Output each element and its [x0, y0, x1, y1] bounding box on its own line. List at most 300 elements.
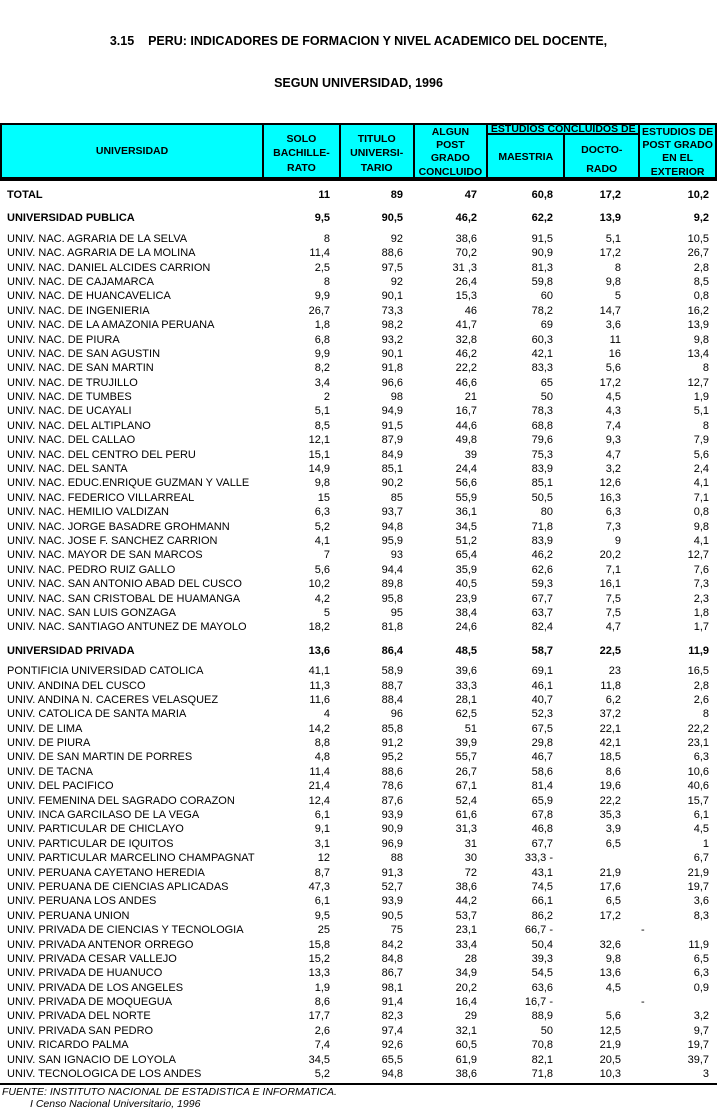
row-value: 67,7 — [531, 837, 553, 850]
row-value: 12,1 — [308, 434, 330, 447]
column-header-line: EN EL — [662, 152, 694, 165]
row-value: 11 — [318, 189, 330, 201]
row-value: 79,6 — [531, 434, 553, 447]
table-row — [0, 866, 717, 880]
row-value: 12,6 — [599, 477, 621, 490]
table-row — [0, 304, 717, 318]
row-value: 6,5 — [693, 952, 709, 965]
table-row — [0, 808, 717, 822]
row-value: 7,9 — [693, 434, 709, 447]
row-value — [565, 995, 638, 1009]
row-value: 46,2 — [455, 212, 477, 225]
row-label: UNIV. NAC. EDUC.ENRIQUE GUZMAN Y VALLE — [7, 477, 250, 490]
row-value: 26,7 — [687, 247, 709, 260]
row-label: UNIV. PARTICULAR DE CHICLAYO — [7, 823, 184, 836]
row-label: UNIV. NAC. MAYOR DE SAN MARCOS — [7, 549, 203, 562]
row-value: 16,1 — [599, 578, 621, 591]
table-row — [0, 419, 717, 433]
row-label: UNIV. NAC. DE INGENIERIA — [7, 304, 150, 317]
table-row — [0, 289, 717, 303]
row-value: 39,6 — [455, 665, 477, 678]
table-row — [0, 462, 717, 476]
column-header-line: ESTUDIOS DE — [642, 126, 714, 138]
row-value: 8,5 — [693, 275, 709, 288]
row-value: 34,5 — [455, 520, 477, 533]
row-label: UNIV. PRIVADA ANTENOR ORREGO — [7, 938, 194, 951]
row-value: 93,2 — [381, 333, 403, 346]
row-value: 16,3 — [599, 491, 621, 504]
table-row — [0, 736, 717, 750]
row-value: 96,9 — [381, 837, 403, 850]
row-value: 5,1 — [693, 405, 709, 418]
row-value: 9,2 — [693, 212, 709, 225]
row-value: 73,3 — [381, 304, 403, 317]
table-row — [0, 765, 717, 779]
row-value: 8 — [323, 275, 330, 288]
row-value: 12 — [317, 852, 330, 865]
row-value: 4,1 — [693, 477, 709, 490]
row-value: 2,3 — [693, 592, 709, 605]
row-label: UNIV. PRIVADA CESAR VALLEJO — [7, 952, 177, 965]
row-value: 84,2 — [381, 938, 403, 951]
row-value: 46,1 — [531, 679, 553, 692]
row-value: 70,2 — [455, 247, 477, 260]
row-value: 83,9 — [531, 534, 553, 547]
row-value: 48,5 — [455, 644, 477, 657]
row-value: - — [641, 924, 645, 937]
column-group-subcolumns — [488, 135, 638, 179]
table-row — [0, 1053, 717, 1067]
row-label: UNIV. DE SAN MARTIN DE PORRES — [7, 751, 193, 764]
row-value: 12,7 — [687, 376, 709, 389]
row-value: 11,4 — [309, 247, 330, 260]
row-value: 33,3 - — [524, 852, 553, 865]
table-row — [0, 794, 717, 808]
row-value: 9,8 — [693, 333, 709, 346]
row-value: 9,9 — [314, 347, 330, 360]
row-value: 55,7 — [455, 751, 477, 764]
row-label: UNIV. NAC. DEL CALLAO — [7, 434, 136, 447]
row-value: 90,9 — [381, 823, 403, 836]
row-value: 61,9 — [455, 1053, 477, 1066]
row-value: 51,2 — [455, 534, 477, 547]
row-value: 11,6 — [309, 693, 330, 706]
row-value: 67,5 — [531, 722, 553, 735]
row-value: 28 — [464, 952, 477, 965]
row-label: UNIV. NAC. DEL CENTRO DEL PERU — [7, 448, 196, 461]
row-label: UNIV. NAC. DE SAN MARTIN — [7, 362, 154, 375]
column-header-line: GRADO — [430, 152, 470, 165]
row-value: 23,1 — [687, 737, 709, 750]
row-value: 31 ,3 — [452, 261, 477, 274]
table-row — [0, 318, 717, 332]
row-value: 26,7 — [455, 765, 477, 778]
row-value: 1,8 — [314, 319, 330, 332]
table-row — [0, 275, 717, 289]
table-row — [0, 1038, 717, 1052]
row-value: 8 — [702, 419, 709, 432]
row-value: 28,1 — [455, 693, 477, 706]
row-label: PONTIFICIA UNIVERSIDAD CATOLICA — [7, 665, 204, 678]
row-value: 9,8 — [314, 477, 330, 490]
row-value: 17,7 — [308, 1010, 330, 1023]
row-value: 38,6 — [455, 1068, 477, 1081]
row-value: 72 — [464, 866, 477, 879]
row-value: 71,8 — [531, 520, 553, 533]
row-value: 39,3 — [531, 952, 553, 965]
source-note: FUENTE: INSTITUTO NACIONAL DE ESTADISTICA E INFORMATICA. — [2, 1086, 337, 1099]
row-value: 5 — [323, 606, 330, 619]
row-value: 1,9 — [314, 981, 330, 994]
row-value: 13,9 — [687, 319, 709, 332]
row-value: 13,9 — [599, 212, 621, 225]
table-row — [0, 404, 717, 418]
row-value: 8,5 — [314, 419, 330, 432]
row-value: 9 — [614, 534, 621, 547]
table-row — [0, 491, 717, 505]
row-value: 49,8 — [455, 434, 477, 447]
row-value — [565, 851, 638, 865]
row-value: 71,8 — [531, 1068, 553, 1081]
row-value: 8 — [702, 708, 709, 721]
table-row — [0, 577, 717, 591]
row-value: 85,8 — [381, 722, 403, 735]
row-value: 60,5 — [455, 1039, 477, 1052]
row-value: 9,3 — [605, 434, 621, 447]
row-value: 69,1 — [531, 665, 553, 678]
row-value: 19,6 — [599, 780, 621, 793]
row-label: UNIV. NAC. SAN CRISTOBAL DE HUAMANGA — [7, 592, 241, 605]
row-value: 14,2 — [308, 722, 330, 735]
row-value: 82,1 — [531, 1053, 553, 1066]
row-value: 38,6 — [455, 880, 477, 893]
row-value: 15,2 — [308, 952, 330, 965]
row-value: 8 — [702, 362, 709, 375]
row-value: 20,2 — [455, 981, 477, 994]
table-row — [0, 952, 717, 966]
table-row — [0, 1024, 717, 1038]
row-value: 21,9 — [599, 1039, 621, 1052]
row-value: 42,1 — [531, 347, 553, 360]
row-label: UNIV. RICARDO PALMA — [7, 1039, 129, 1052]
row-label: UNIV. PRIVADA DE MOQUEGUA — [7, 996, 173, 1009]
row-value: 98 — [390, 391, 403, 404]
row-value: 55,9 — [455, 491, 477, 504]
row-label: UNIV. NAC. AGRARIA DE LA SELVA — [7, 232, 188, 245]
table-row — [0, 1067, 717, 1081]
row-value: 58,6 — [531, 765, 553, 778]
row-label: UNIV. PERUANA LOS ANDES — [7, 895, 157, 908]
title-line-1: 3.15 PERU: INDICADORES DE FORMACION Y NIVEL ACADEMICO DEL DOCENTE, — [109, 34, 608, 48]
row-label: UNIV. NAC. DEL SANTA — [7, 463, 128, 476]
row-value: 11,3 — [309, 679, 330, 692]
column-header-line: POST — [436, 139, 465, 152]
row-value: 91,3 — [381, 866, 403, 879]
row-value: 96 — [390, 708, 403, 721]
row-value: 16,4 — [455, 996, 477, 1009]
row-label: UNIV. PARTICULAR MARCELINO CHAMPAGNAT — [7, 852, 255, 865]
row-value: 58,7 — [531, 644, 553, 657]
row-value: 78,6 — [381, 780, 403, 793]
column-header-solo-bachillerato — [262, 125, 339, 177]
row-value: 38,4 — [455, 606, 477, 619]
table-row — [0, 938, 717, 952]
row-value: 2,5 — [314, 261, 330, 274]
row-value: 46,8 — [531, 823, 553, 836]
table-row — [0, 995, 717, 1009]
table-row — [0, 390, 717, 404]
row-value: 11,9 — [688, 938, 709, 951]
row-value: 68,8 — [531, 419, 553, 432]
table-row — [0, 894, 717, 908]
row-value: 41,1 — [308, 665, 330, 678]
table-row — [0, 880, 717, 894]
row-value: 3,9 — [605, 823, 621, 836]
row-label: UNIV. NAC. DE SAN AGUSTIN — [7, 347, 161, 360]
row-value: 82,4 — [531, 621, 553, 634]
row-value: 87,6 — [381, 794, 403, 807]
row-value: 80 — [540, 506, 553, 519]
row-value: 42,1 — [599, 737, 621, 750]
row-value: 60,8 — [531, 189, 553, 201]
row-value: 17,2 — [599, 247, 621, 260]
row-value: 4,5 — [605, 391, 621, 404]
row-value: 44,2 — [455, 895, 477, 908]
row-value: 65,5 — [381, 1053, 403, 1066]
row-value: 6,1 — [693, 809, 709, 822]
row-value: 59,3 — [531, 578, 553, 591]
column-header-universidad — [2, 125, 262, 177]
table-row — [0, 1009, 717, 1023]
row-value: 3,1 — [314, 837, 330, 850]
row-value: 36,1 — [455, 506, 477, 519]
row-value: 4,5 — [605, 981, 621, 994]
row-value: 90,5 — [381, 909, 403, 922]
table-body — [0, 188, 717, 1081]
row-value: 84,9 — [381, 448, 403, 461]
row-value: 52,7 — [381, 880, 403, 893]
row-value: 1,8 — [693, 606, 709, 619]
row-value: 7 — [323, 549, 330, 562]
row-value: 91,8 — [381, 362, 403, 375]
table-row — [0, 563, 717, 577]
row-value: 4,7 — [605, 448, 621, 461]
row-value: 8,2 — [314, 362, 330, 375]
row-value: 81,4 — [531, 780, 553, 793]
row-value: 46 — [464, 304, 477, 317]
row-value: 60 — [540, 290, 553, 303]
row-label: UNIV. PARTICULAR DE IQUITOS — [7, 837, 174, 850]
row-value: 7,3 — [605, 520, 621, 533]
row-value: 47 — [464, 189, 477, 201]
row-value: 22,5 — [599, 644, 621, 657]
row-label: UNIV. NAC. JORGE BASADRE GROHMANN — [7, 520, 230, 533]
row-value: 1,9 — [693, 391, 709, 404]
page-title — [0, 0, 717, 118]
row-value: 6,3 — [693, 967, 709, 980]
table-row — [0, 966, 717, 980]
row-value: 40,6 — [687, 780, 709, 793]
row-value: 7,3 — [693, 578, 709, 591]
row-value: 11 — [609, 333, 621, 346]
row-value: 9,9 — [314, 290, 330, 303]
row-value: 51 — [464, 722, 477, 735]
table-row — [0, 448, 717, 462]
row-value: 8,7 — [314, 866, 330, 879]
row-value: 6,5 — [605, 895, 621, 908]
row-value: 8 — [323, 232, 330, 245]
table-row — [0, 620, 717, 634]
row-value: 92 — [390, 275, 403, 288]
table-row — [0, 592, 717, 606]
row-value: 66,7 - — [524, 924, 553, 937]
row-value: 9,1 — [314, 823, 330, 836]
row-value: 70,8 — [531, 1039, 553, 1052]
row-value: 10,2 — [687, 189, 709, 201]
table-row — [0, 707, 717, 721]
row-label: UNIV. PRIVADA DEL NORTE — [7, 1010, 151, 1023]
column-header-postgrado-exterior — [638, 125, 715, 177]
row-value: 91,4 — [381, 996, 403, 1009]
row-label: UNIVERSIDAD PRIVADA — [7, 644, 135, 657]
footer-divider — [0, 1083, 717, 1085]
row-value: 61,6 — [455, 809, 477, 822]
row-value: 93,9 — [381, 895, 403, 908]
row-value: 0,8 — [693, 506, 709, 519]
row-value: 92 — [390, 232, 403, 245]
row-value — [565, 923, 638, 937]
row-value: 96,6 — [381, 376, 403, 389]
row-value: 32,1 — [455, 1024, 477, 1037]
row-value: 86,7 — [381, 967, 403, 980]
row-label: UNIV. PRIVADA SAN PEDRO — [7, 1024, 154, 1037]
row-value: 93,7 — [381, 506, 403, 519]
row-label: UNIV. NAC. JOSE F. SANCHEZ CARRION — [7, 534, 218, 547]
row-value: 16,5 — [687, 665, 709, 678]
row-value: 32,6 — [599, 938, 621, 951]
row-value: 6,3 — [314, 506, 330, 519]
column-header-line: TITULO — [357, 132, 396, 145]
row-value: 9,5 — [314, 909, 330, 922]
row-value: 29,8 — [531, 737, 553, 750]
row-value: - — [641, 996, 645, 1009]
row-value: 90,9 — [531, 247, 553, 260]
row-value: 53,7 — [455, 909, 477, 922]
row-value: 59,8 — [531, 275, 553, 288]
row-value: 91,2 — [381, 737, 403, 750]
row-label: UNIV. PRIVADA DE CIENCIAS Y TECNOLOGIA — [7, 924, 244, 937]
table-row — [0, 347, 717, 361]
row-value: 4,7 — [605, 621, 621, 634]
table-row — [0, 376, 717, 390]
row-value: 46,2 — [455, 347, 477, 360]
row-value: 17,2 — [599, 189, 621, 201]
row-value: 16,7 — [455, 405, 477, 418]
row-value: 3,6 — [693, 895, 709, 908]
row-value: 39,9 — [455, 737, 477, 750]
column-header-label: UNIVERSIDAD — [95, 145, 169, 157]
row-value: 7,6 — [693, 563, 709, 576]
row-value: 10,5 — [687, 232, 709, 245]
row-value: 4,3 — [605, 405, 621, 418]
row-value: 15,1 — [308, 448, 330, 461]
column-header-label: MAESTRIA — [498, 151, 554, 163]
row-value: 62,5 — [455, 708, 477, 721]
table-row — [0, 606, 717, 620]
row-label: UNIV. NAC. PEDRO RUIZ GALLO — [7, 563, 176, 576]
table-row — [0, 520, 717, 534]
row-value: 8,6 — [314, 996, 330, 1009]
row-label: UNIV. PERUANA UNION — [7, 909, 130, 922]
row-value: 13,3 — [308, 967, 330, 980]
row-value: 23,1 — [455, 924, 477, 937]
row-label: UNIV. NAC. HEMILIO VALDIZAN — [7, 506, 169, 519]
row-value: 40,7 — [531, 693, 553, 706]
row-value: 5 — [614, 290, 621, 303]
row-value: 23,9 — [455, 592, 477, 605]
row-value: 17,2 — [599, 909, 621, 922]
row-value: 33,3 — [455, 679, 477, 692]
row-label: UNIV. PRIVADA DE HUANUCO — [7, 967, 163, 980]
row-value: 21,9 — [687, 866, 709, 879]
row-value: 2,4 — [693, 463, 709, 476]
row-value: 8 — [614, 261, 621, 274]
row-label: UNIV. NAC. DE TUMBES — [7, 391, 132, 404]
row-value: 84,8 — [381, 952, 403, 965]
row-value: 93 — [390, 549, 403, 562]
row-value: 67,7 — [531, 592, 553, 605]
table-row — [0, 909, 717, 923]
row-value: 46,7 — [531, 751, 553, 764]
row-value: 3,2 — [693, 1010, 709, 1023]
column-header-line: RADO — [586, 163, 618, 175]
row-value: 50,4 — [531, 938, 553, 951]
row-value: 7,5 — [605, 606, 621, 619]
row-value: 0,9 — [693, 981, 709, 994]
row-value: 69 — [540, 319, 553, 332]
column-group-estudios-concluidos — [486, 125, 638, 177]
row-value: 8,8 — [314, 737, 330, 750]
table-row — [0, 361, 717, 375]
row-value: 4,5 — [693, 823, 709, 836]
row-value: 65,4 — [455, 549, 477, 562]
row-value: 90,1 — [381, 347, 403, 360]
row-value: 63,7 — [531, 606, 553, 619]
row-value: 65 — [540, 376, 553, 389]
row-value: 54,5 — [531, 967, 553, 980]
row-value: 95,2 — [381, 751, 403, 764]
column-header-line: TARIO — [360, 161, 393, 174]
row-value: 60,3 — [531, 333, 553, 346]
row-value: 24,4 — [455, 463, 477, 476]
row-value: 81,3 — [531, 261, 553, 274]
row-value: 83,9 — [531, 463, 553, 476]
row-label: UNIV. DEL PACIFICO — [7, 780, 114, 793]
row-value: 8,3 — [693, 909, 709, 922]
row-value: 25 — [317, 924, 330, 937]
row-value: 41,7 — [455, 319, 477, 332]
table-row — [0, 534, 717, 548]
row-value: 78,3 — [531, 405, 553, 418]
row-value: 46,6 — [455, 376, 477, 389]
table-row-section — [0, 644, 717, 658]
row-value: 82,3 — [381, 1010, 403, 1023]
row-value: 31 — [464, 837, 477, 850]
row-value: 26,7 — [308, 304, 330, 317]
row-value: 16,2 — [687, 304, 709, 317]
column-header-line: CONCLUIDO — [418, 165, 483, 178]
row-value: 35,3 — [599, 809, 621, 822]
